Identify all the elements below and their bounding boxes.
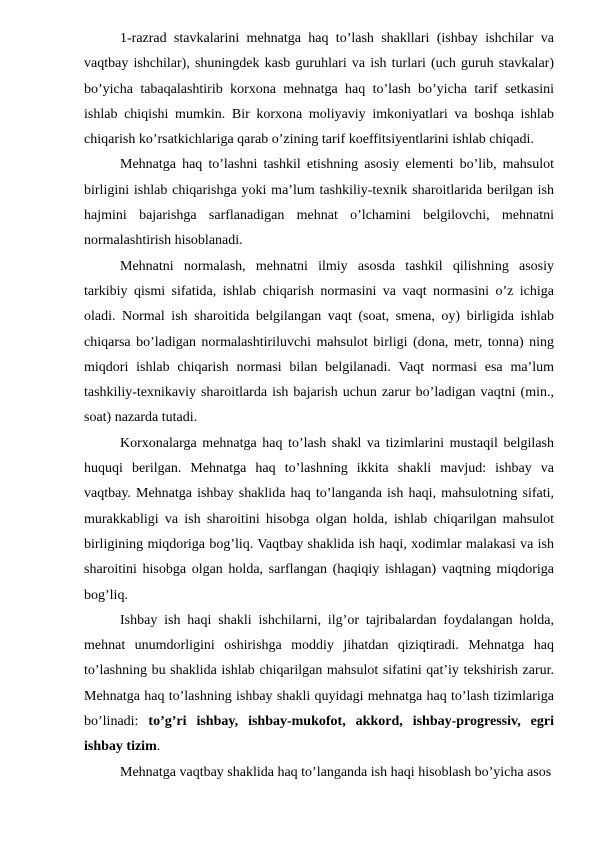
paragraph-5 — [84, 608, 554, 760]
paragraph-4-text: Korxonalarga mehnatga haq to’lash shakl va tizimlarini mustaqil belgilash huquqi berilgan. Mehnatga haq to’lashning ikkita shakli mavjud: ishbay va vaqtbay. Mehnatga ishbay shaklida haq to’langanda ish haqi, mahsulotning sifati, murakkabligi va ish sharoitini hisobga olgan holda, ishlab chiqarilgan mahsulot birligining miqdoriga bog’liq. Vaqtbay shaklida ish haqi, xodimlar malakasi va ish sharoitini hisobga olgan holda, sarflangan (haqiqiy ishlagan) vaqtning miqdoriga bog’liq. — [84, 435, 554, 603]
paragraph-2-text: Mehnatga haq to’lashni tashkil etishning asosiy elementi bo’lib, mahsulot birligini ishlab chiqarishga yoki ma’lum tashkiliy-texnik sharoitlarida berilgan ish hajmini bajarishga sarflanadigan mehnat o’lchamini belgilovchi, mehnatni normalashtirish hisoblanadi. — [84, 157, 554, 249]
paragraph-1 — [84, 26, 554, 152]
paragraph-5-bold-terms: to’g’ri ishbay, ishbay-mukofot, akkord, ishbay-progressiv, egri ishbay tizim — [84, 714, 554, 755]
paragraph-1-text: 1-razrad stavkalarini mehnatga haq to’lash shakllari (ishbay ishchilar va vaqtbay ishchilar), shuningdek kasb guruhlari va ish turlari (uch guruh stavkalar) bo’yicha tabaqalashtirib korxona mehnatga haq to’lash bo’yicha tarif setkasini ishlab chiqishi mumkin. Bir korxona moliyaviy imkoniyatlari va boshqa ishlab chiqarish ko’rsatkichlariga qarab o’zining tarif koeffitsiyentlarini ishlab chiqadi. — [84, 31, 554, 148]
paragraph-6-text: Mehnatga vaqtbay shaklida haq to’langanda ish haqi hisoblash bo’yicha asos — [120, 764, 552, 780]
paragraph-4 — [84, 431, 554, 608]
paragraph-3-text: Mehnatni normalash, mehnatni ilmiy asosda tashkil qilishning asosiy tarkibiy qismi sifatida, ishlab chiqarish normasini va vaqt normasini o’z ichiga oladi. Normal ish sharoitida belgilangan vaqt (soat, smena, oy) birligida ishlab chiqarsa bo’ladigan normalashtiriluvchi mahsulot birligi (dona, metr, tonna) ning miqdori ishlab chiqarish normasi bilan belgilanadi. Vaqt normasi esa ma’lum tashkiliy-texnikaviy sharoitlarda ish bajarish uchun zarur bo’ladigan vaqtni (min., soat) nazarda tutadi. — [84, 258, 554, 426]
paragraph-6 — [84, 760, 554, 785]
paragraph-2 — [84, 152, 554, 253]
paragraph-5-tail: . — [156, 739, 161, 755]
paragraph-5-text: Ishbay ish haqi shakli ishchilarni, ilg’or tajribalardan foydalangan holda, mehnat unumdorligini oshirishga moddiy jihatdan qiziqtiradi. Mehnatga haq to’lashning bu shaklida ishlab chiqarilgan mahsulot sifatini qat’iy tekshirish zarur. Mehnatga haq to’lashning ishbay shakli quyidagi mehnatga haq to’lash tizimlariga bo’linadi: — [84, 612, 554, 730]
document-page — [84, 26, 554, 785]
paragraph-3 — [84, 254, 554, 431]
